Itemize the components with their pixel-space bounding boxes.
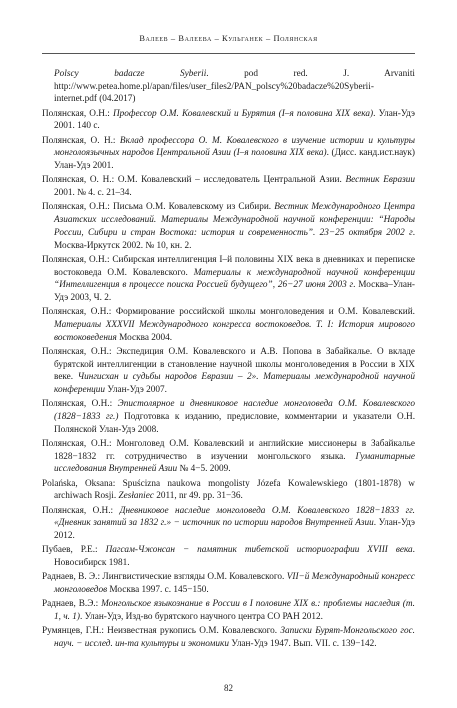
reference-text: . Улан-Удэ 2012. (54, 518, 415, 542)
reference-text: Москва 2004. (116, 332, 173, 343)
reference-text: 2001. № 4. с. 21–34. (54, 188, 132, 199)
reference-entry (42, 108, 415, 133)
reference-entry (42, 505, 415, 543)
reference-text: Москва 1997. с. 145−150. (107, 585, 209, 596)
reference-title: Профессор О.М. Ковалевский и Бурятия (I–я половина XIX века) (112, 108, 374, 119)
reference-text: Полянская, О. Н.: (42, 135, 120, 146)
reference-text: Пубаев, Р.Е.: (42, 545, 106, 556)
reference-title: Zesłaniec (118, 491, 154, 502)
reference-title: VII−й Международный конгресс монголоведов (54, 572, 415, 596)
reference-text: Полянская, О.Н.: (42, 108, 113, 119)
reference-entry (42, 544, 415, 569)
reference-text: . Улан-Удэ 2001. 140 с. (54, 108, 415, 132)
reference-text: . (Дисс. канд.ист.наук) Улан-Удэ 2001. (54, 148, 415, 172)
reference-title: Материалы к международной научной конференции “Интеллигенция в процессе поиска Россией будущего”, 26−27 июня 2003 г (54, 267, 415, 291)
reference-title: Вестник Международного Центра Азиатских исследований. Материалы Международной научной конференции: “Народы России, Сибири и стран Востока: история и современность”. 23−25 октября 2002 г (54, 202, 415, 238)
reference-text: . Улан-Удэ, Изд-во бурятского научного центра СО РАН 2012. (80, 612, 323, 623)
reference-title: Материалы XXXVII Международного конгресса востоковедов. Т. I: История мирового востоковедения (54, 319, 415, 343)
reference-text: Полянская, О.Н.: (42, 399, 118, 410)
reference-entry (42, 201, 415, 252)
reference-text: Подготовка к изданию, предисловие, комментарии и указатели О.Н. Полянской Улан-Удэ 2008. (54, 412, 416, 435)
reference-text: . Москва-Иркутск 2002. № 10, кн. 2. (54, 227, 415, 251)
reference-text: Улан-Удэ 2007. (105, 385, 167, 396)
reference-text: Полянская, О.Н.: Формирование российской школы монголоведения и О.М. Ковалевский. (42, 307, 415, 318)
reference-title: Вестник Евразии (345, 175, 415, 186)
reference-text: Полянская, О.Н.: Сибирская интеллигенция I–й половины XIX века в дневниках и переписке востоковеда О.М. Ковалевского. (42, 254, 415, 278)
reference-text: Полянская, О.Н.: Монголовед О.М. Ковалевский и английские миссионеры в Забайкалье 1828−1832 гг. сотрудничество в изучении монгольского языка. (42, 439, 415, 462)
reference-text: Румянцев, Г.Н.: Неизвестная рукопись О.М. Ковалевского. (42, 626, 281, 637)
reference-list (42, 68, 415, 652)
reference-text: Полянская, О.Н.: Экспедиция О.М. Ковалевского и А.В. Попова в Забайкалье. О вкладе бурятской интеллигенции в становление научной школы монголоведения в России в XIX веке. (42, 346, 415, 383)
reference-text: . Новосибирск 1981. (54, 545, 415, 569)
reference-entry (42, 398, 415, 436)
reference-entry (42, 598, 415, 623)
header-rule (42, 53, 415, 54)
reference-entry (42, 346, 415, 397)
reference-entry (42, 68, 415, 106)
reference-entry (42, 306, 415, 344)
reference-title: Пагсам-Чжонсан − памятник тибетской историографии XVIII века (105, 545, 413, 556)
reference-title: Чингисхан и судьбы народов Евразии – 2». Материалы международной научной конференции (54, 372, 415, 396)
reference-text: Polańska, Oksana: Spuścizna naukowa mongolisty Józefa Kowalewskiego (1801-1878) w archiwach Rosji. (42, 478, 415, 502)
running-header: Валеев – Валеева – Кульганек – Полянская (139, 34, 318, 43)
reference-title: Монгольское языкознание в России в I половине XIX в.: проблемы наследия (т. 1, ч. 1) (54, 599, 415, 623)
reference-text: № 4−5. 2009. (177, 464, 231, 475)
reference-entry (42, 625, 415, 650)
reference-entry (42, 438, 415, 476)
reference-text: 2011, nr 49. pp. 31−36. (153, 491, 243, 502)
reference-entry (42, 478, 415, 503)
reference-title: Дневниковое наследие монголоведа О.М. Ковалевского 1828−1833 гг. «Дневник занятий за 1832 г.» − источник по истории народов Внутренней Азии (54, 505, 415, 529)
reference-title: Polscy badacze Syberii (54, 69, 207, 79)
reference-text: . pod red. J. Arvaniti http://www.petea.home.pl/apan/files/user_files2/PAN_polscy%20badacze%20Syberii-internet.pdf (04.2017) (54, 69, 415, 105)
reference-entry (42, 254, 415, 305)
reference-text: Полянская, О. Н.: О.М. Ковалевский – исследователь Центральной Азии. (42, 175, 346, 186)
reference-text: Улан-Удэ 1947. Вып. VII. с. 139−142. (229, 639, 377, 650)
reference-text: Полянская, О.Н.: Письма О.М. Ковалевскому из Сибири. (42, 202, 275, 213)
reference-entry (42, 174, 415, 199)
reference-text: Полянская, О.Н.: (42, 505, 120, 516)
reference-text: Раднаев, В.Э.: (42, 599, 102, 610)
reference-entry (42, 135, 415, 173)
reference-title: Вклад профессора О. М. Ковалевского в изучение истории и культуры монголоязычных народов Центральной Азии (I–я половина XIX века) (54, 135, 415, 159)
reference-title: Эпистолярное и дневниковое наследие монголоведа О.М. Ковалевского (1828−1833 гг.) (54, 399, 415, 423)
reference-entry (42, 571, 415, 596)
reference-title: Гуманитарные исследования Внутренней Азии (54, 451, 415, 475)
reference-title: Записки Бурят-Монгольского гос. науч. − исслед. ин-та культуры и экономики (54, 626, 415, 650)
reference-text: Раднаев, В. Э.: Лингвистические взгляды О.М. Ковалевского. (42, 572, 287, 583)
page-number: 82 (224, 683, 233, 693)
reference-text: . Москва–Улан-Удэ 2003, Ч. 2. (54, 280, 415, 303)
